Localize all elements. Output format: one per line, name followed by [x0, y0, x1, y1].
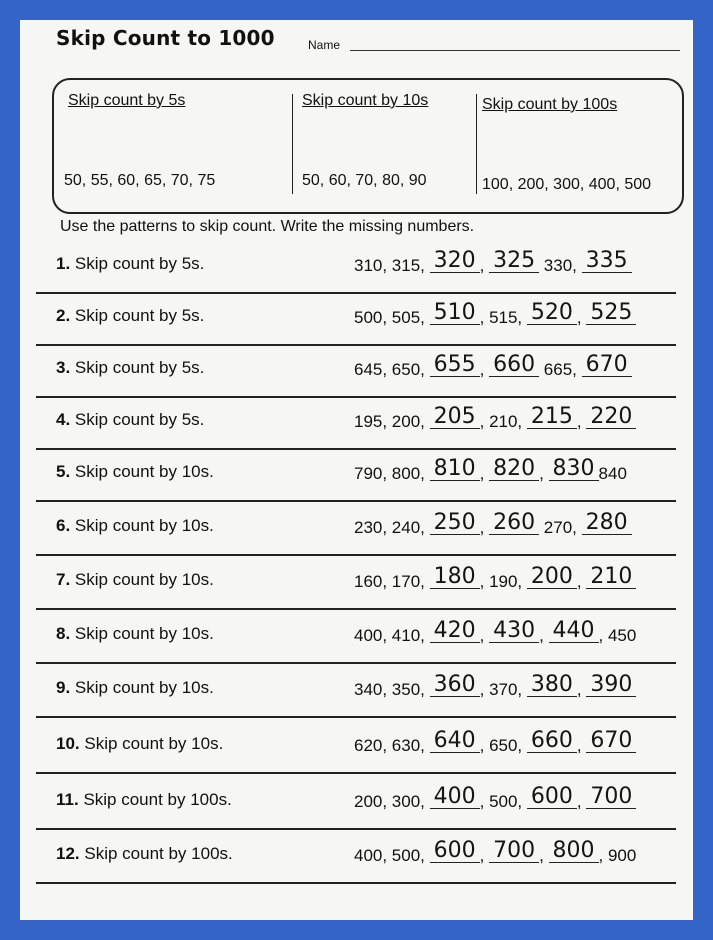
problem-row — [36, 778, 676, 830]
given-numbers: , — [576, 412, 587, 431]
pattern-divider — [476, 94, 477, 194]
given-numbers: 645, 650, — [354, 360, 430, 379]
answer-blank[interactable]: 220 — [586, 406, 636, 429]
problem-row — [36, 832, 676, 884]
answer-blank[interactable]: 700 — [586, 786, 636, 809]
answer-blank[interactable]: 600 — [527, 786, 577, 809]
problem-row — [36, 722, 676, 774]
answer-blank[interactable]: 360 — [430, 674, 480, 697]
number-sequence — [354, 456, 627, 485]
problem-instruction: Skip count by 5s. — [74, 410, 205, 429]
answer-blank[interactable]: 810 — [430, 458, 480, 481]
given-numbers: 665, — [539, 360, 582, 379]
problem-instruction: Skip count by 10s. — [74, 678, 214, 697]
given-numbers: , 650, — [479, 736, 527, 755]
problem-row — [36, 666, 676, 718]
problem-label — [56, 678, 214, 698]
problem-number: 10. — [56, 734, 80, 753]
problem-number: 5. — [56, 462, 71, 481]
answer-blank[interactable]: 390 — [586, 674, 636, 697]
problem-row — [36, 558, 676, 610]
instructions: Use the patterns to skip count. Write the missing numbers. — [60, 218, 475, 235]
answer-blank[interactable]: 430 — [489, 620, 539, 643]
answer-blank[interactable]: 660 — [489, 354, 539, 377]
given-numbers: 200, 300, — [354, 792, 430, 811]
given-numbers: , — [576, 792, 587, 811]
answer-blank[interactable]: 800 — [549, 840, 599, 863]
problem-label — [56, 790, 232, 810]
problem-label — [56, 734, 223, 754]
pattern-heading: Skip count by 10s — [302, 92, 429, 109]
answer-blank[interactable]: 440 — [549, 620, 599, 643]
answer-blank[interactable]: 660 — [527, 730, 577, 753]
number-sequence — [354, 672, 636, 701]
number-sequence — [354, 352, 632, 381]
problem-instruction: Skip count by 10s. — [74, 570, 214, 589]
problem-instruction: Skip count by 10s. — [74, 516, 214, 535]
problem-instruction: Skip count by 10s. — [74, 462, 214, 481]
number-sequence — [354, 404, 636, 433]
given-numbers: 840 — [598, 464, 627, 483]
problem-label — [56, 358, 204, 378]
given-numbers: 790, 800, — [354, 464, 430, 483]
row-rule — [36, 882, 676, 884]
pattern-values: 50, 55, 60, 65, 70, 75 — [64, 172, 216, 189]
answer-blank[interactable]: 700 — [489, 840, 539, 863]
row-rule — [36, 554, 676, 556]
problem-number: 6. — [56, 516, 71, 535]
answer-blank[interactable]: 510 — [430, 302, 480, 325]
given-numbers: 310, 315, — [354, 256, 430, 275]
answer-blank[interactable]: 250 — [430, 512, 480, 535]
row-rule — [36, 500, 676, 502]
given-numbers: , — [479, 626, 490, 645]
problem-number: 4. — [56, 410, 71, 429]
problem-number: 3. — [56, 358, 71, 377]
row-rule — [36, 608, 676, 610]
given-numbers: 340, 350, — [354, 680, 430, 699]
given-numbers: 500, 505, — [354, 308, 430, 327]
pattern-divider — [292, 94, 293, 194]
answer-blank[interactable]: 325 — [489, 250, 539, 273]
answer-blank[interactable]: 655 — [430, 354, 480, 377]
problem-instruction: Skip count by 10s. — [74, 624, 214, 643]
given-numbers: 620, 630, — [354, 736, 430, 755]
row-rule — [36, 828, 676, 830]
answer-blank[interactable]: 260 — [489, 512, 539, 535]
problem-number: 9. — [56, 678, 71, 697]
problem-number: 7. — [56, 570, 71, 589]
problem-row — [36, 612, 676, 664]
pattern-values: 100, 200, 300, 400, 500 — [482, 176, 652, 193]
given-numbers: 400, 410, — [354, 626, 430, 645]
problem-label — [56, 410, 204, 430]
answer-blank[interactable]: 830 — [549, 458, 599, 481]
given-numbers: , 190, — [479, 572, 527, 591]
problem-label — [56, 306, 204, 326]
answer-blank[interactable]: 320 — [430, 250, 480, 273]
number-sequence — [354, 510, 632, 539]
number-sequence — [354, 784, 636, 813]
problem-number: 12. — [56, 844, 80, 863]
given-numbers: 160, 170, — [354, 572, 430, 591]
pattern-box — [52, 78, 684, 214]
answer-blank[interactable]: 180 — [430, 566, 480, 589]
given-numbers: 270, — [539, 518, 582, 537]
given-numbers: , — [479, 360, 490, 379]
problem-instruction: Skip count by 100s. — [83, 790, 232, 809]
given-numbers: , — [479, 464, 490, 483]
given-numbers: 400, 500, — [354, 846, 430, 865]
problem-label — [56, 462, 214, 482]
name-line — [350, 50, 680, 51]
number-sequence — [354, 564, 636, 593]
given-numbers: , 900 — [598, 846, 637, 865]
problem-label — [56, 570, 214, 590]
row-rule — [36, 662, 676, 664]
problem-row — [36, 346, 676, 398]
problem-instruction: Skip count by 100s. — [84, 844, 233, 863]
problem-row — [36, 294, 676, 346]
given-numbers: , — [576, 572, 587, 591]
problem-number: 11. — [56, 790, 79, 809]
answer-blank[interactable]: 420 — [430, 620, 480, 643]
given-numbers: , 370, — [479, 680, 527, 699]
given-numbers: , 210, — [479, 412, 527, 431]
answer-blank[interactable]: 640 — [430, 730, 480, 753]
given-numbers: , 515, — [479, 308, 527, 327]
answer-blank[interactable]: 280 — [582, 512, 632, 535]
problem-label — [56, 844, 233, 864]
answer-blank[interactable]: 670 — [582, 354, 632, 377]
problem-instruction: Skip count by 10s. — [84, 734, 224, 753]
given-numbers: , — [576, 308, 587, 327]
answer-blank[interactable]: 210 — [586, 566, 636, 589]
given-numbers: , — [539, 464, 549, 483]
given-numbers: 230, 240, — [354, 518, 430, 537]
given-numbers: 195, 200, — [354, 412, 430, 431]
given-numbers: , — [539, 626, 549, 645]
worksheet-page — [20, 20, 693, 920]
worksheet-title: Skip Count to 1000 — [56, 26, 275, 50]
given-numbers: , — [576, 736, 587, 755]
number-sequence — [354, 300, 636, 329]
answer-blank[interactable]: 215 — [527, 406, 577, 429]
answer-blank[interactable]: 380 — [527, 674, 577, 697]
row-rule — [36, 716, 676, 718]
answer-blank[interactable]: 520 — [527, 302, 577, 325]
problem-row — [36, 398, 676, 450]
name-label: Name — [308, 38, 341, 52]
problem-instruction: Skip count by 5s. — [74, 306, 205, 325]
answer-blank[interactable]: 400 — [430, 786, 480, 809]
number-sequence — [354, 618, 637, 647]
given-numbers: , — [479, 846, 490, 865]
problem-instruction: Skip count by 5s. — [74, 358, 205, 377]
number-sequence — [354, 838, 637, 867]
problem-row — [36, 504, 676, 556]
problem-number: 1. — [56, 254, 71, 273]
problem-row — [36, 450, 676, 502]
answer-blank[interactable]: 670 — [586, 730, 636, 753]
pattern-heading: Skip count by 100s — [482, 96, 618, 113]
problem-number: 8. — [56, 624, 71, 643]
problem-label — [56, 254, 204, 274]
given-numbers: , — [479, 518, 490, 537]
pattern-values: 50, 60, 70, 80, 90 — [302, 172, 427, 189]
given-numbers: , — [539, 846, 549, 865]
given-numbers: , 500, — [479, 792, 527, 811]
problem-number: 2. — [56, 306, 71, 325]
problem-label — [56, 516, 214, 536]
answer-blank[interactable]: 600 — [430, 840, 480, 863]
problem-instruction: Skip count by 5s. — [74, 254, 205, 273]
number-sequence — [354, 728, 636, 757]
answer-blank[interactable]: 335 — [582, 250, 632, 273]
given-numbers: , — [479, 256, 490, 275]
problem-label — [56, 624, 214, 644]
given-numbers: 330, — [539, 256, 582, 275]
row-rule — [36, 772, 676, 774]
answer-blank[interactable]: 205 — [430, 406, 480, 429]
answer-blank[interactable]: 525 — [586, 302, 636, 325]
problem-row — [36, 242, 676, 294]
pattern-heading: Skip count by 5s — [68, 92, 186, 109]
answer-blank[interactable]: 820 — [489, 458, 539, 481]
answer-blank[interactable]: 200 — [527, 566, 577, 589]
number-sequence — [354, 248, 632, 277]
given-numbers: , 450 — [598, 626, 637, 645]
given-numbers: , — [576, 680, 587, 699]
